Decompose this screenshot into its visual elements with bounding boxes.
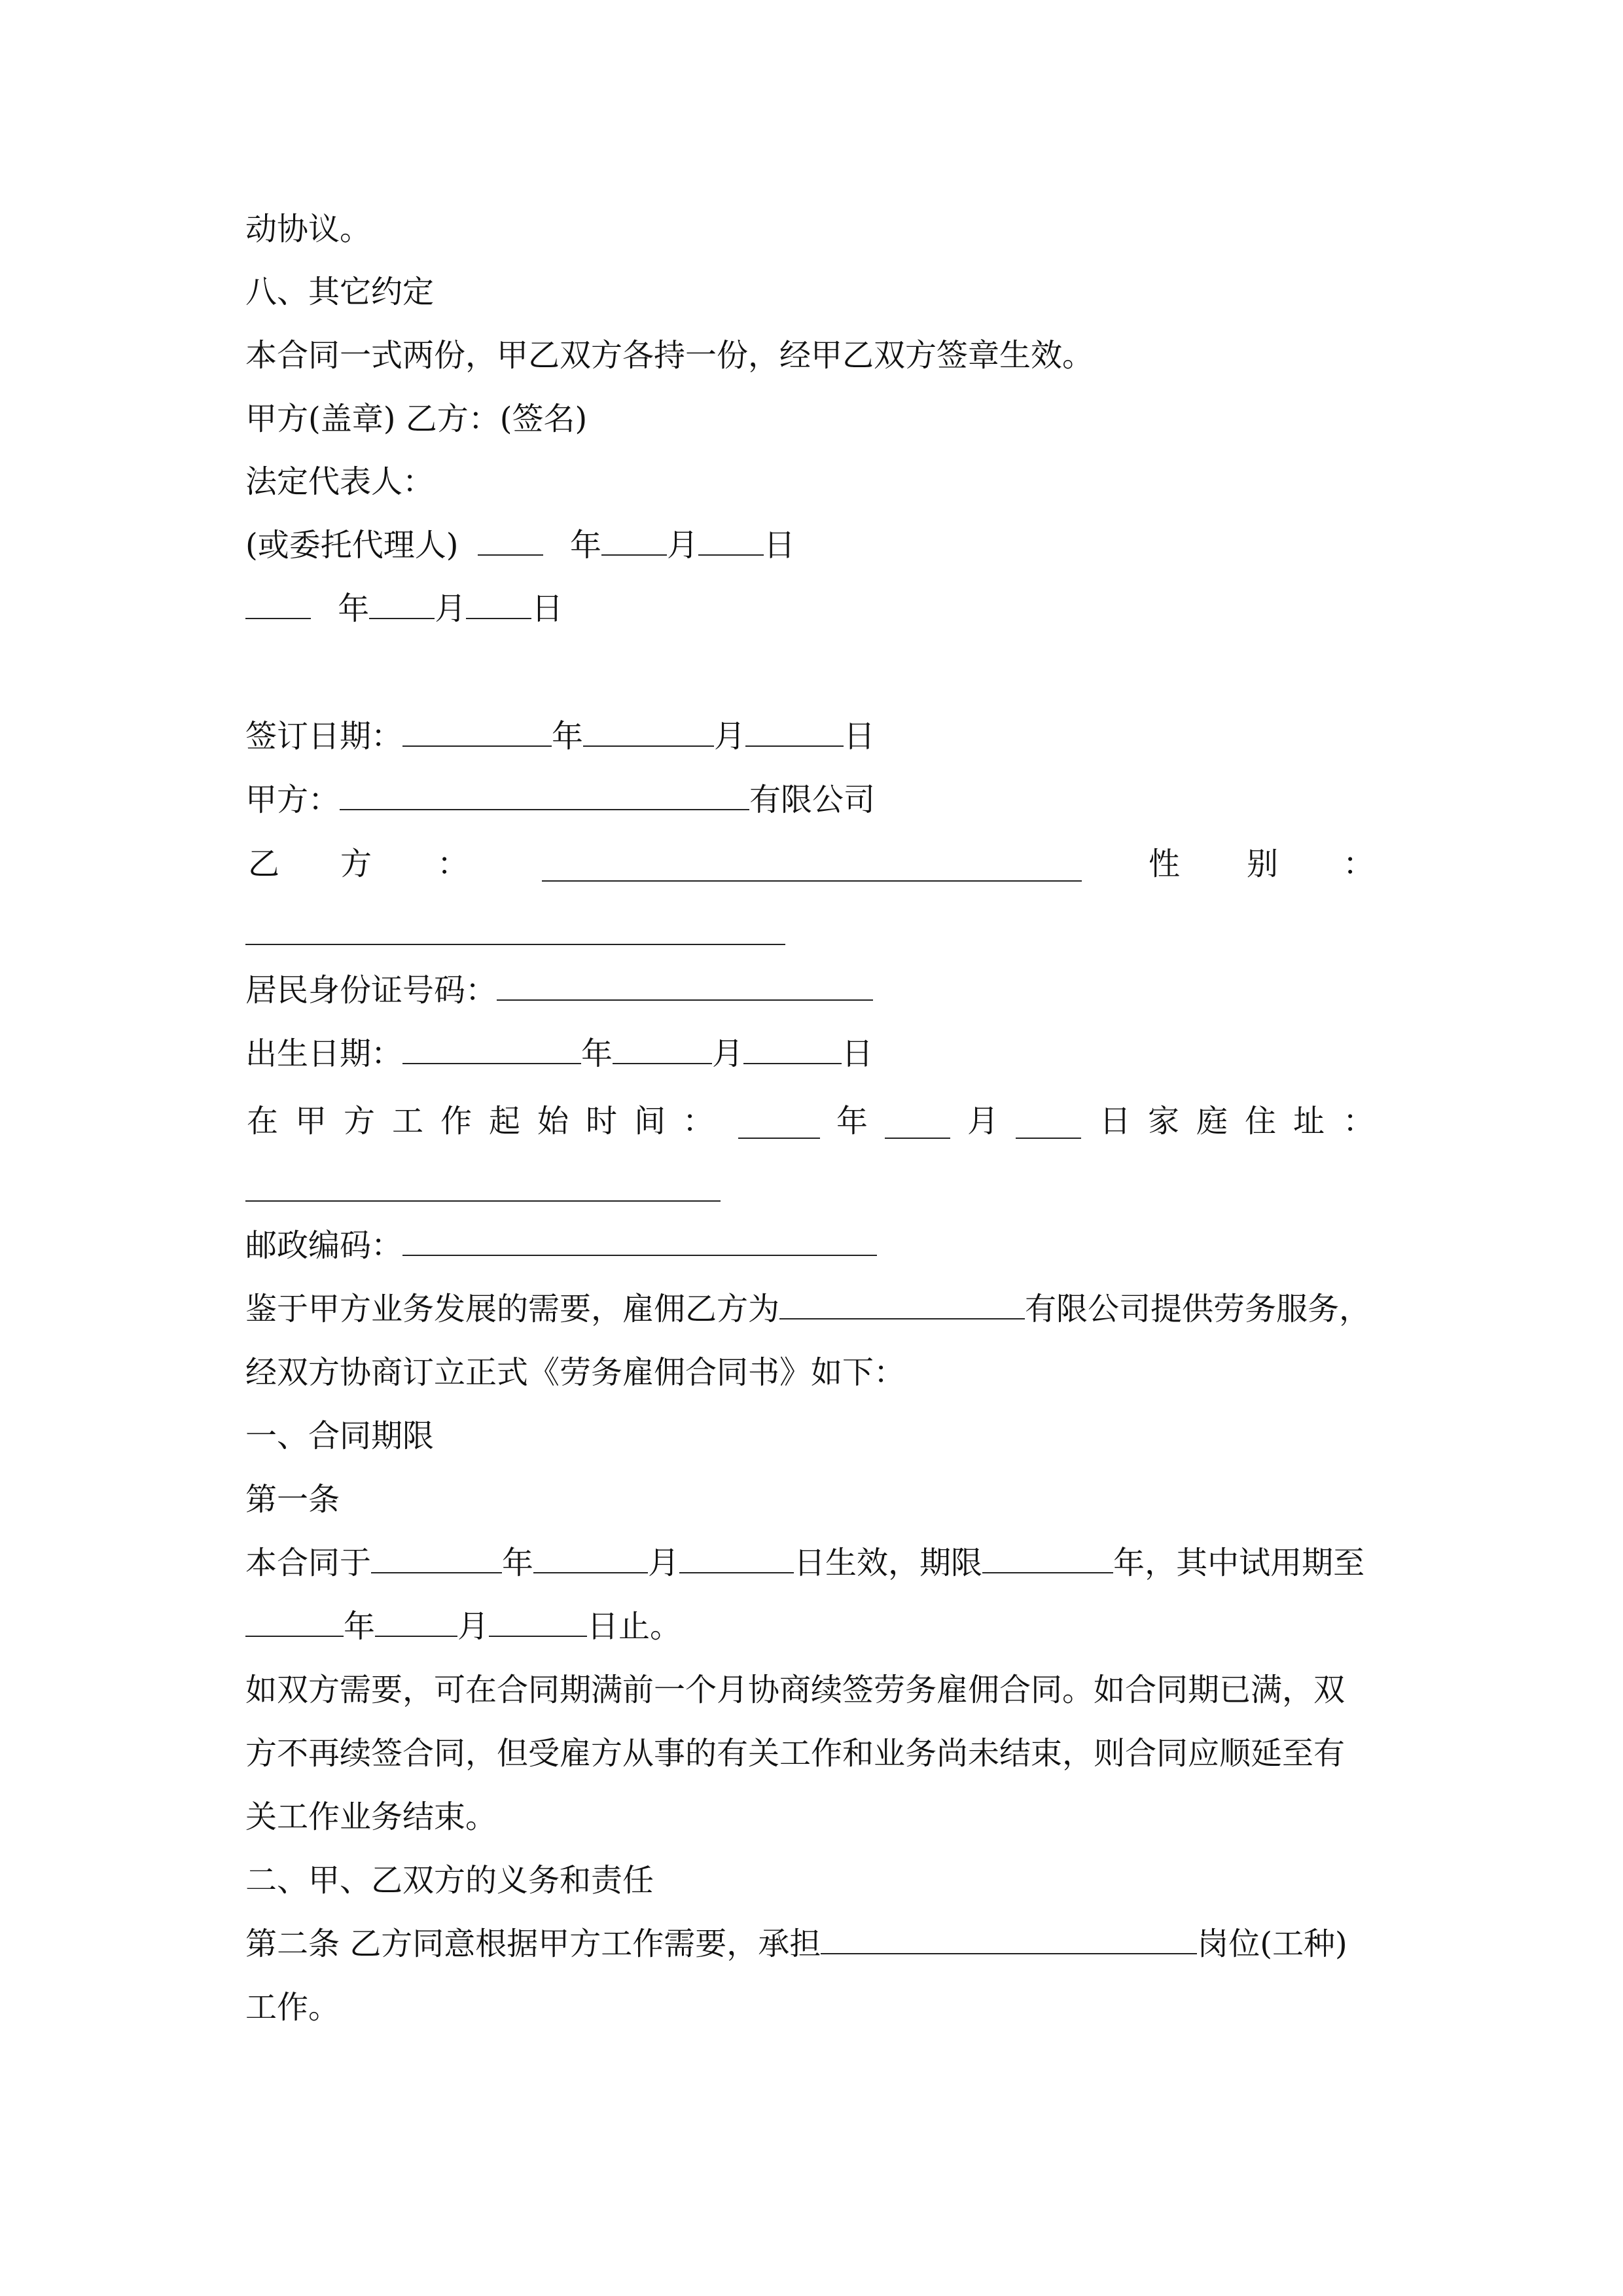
blank-field[interactable]: [982, 1549, 1113, 1573]
party-b-char: 方: [340, 846, 372, 882]
probation-end-line: [245, 1607, 681, 1646]
legal-representative-line: 法定代表人：: [245, 463, 435, 500]
start-char: 在: [247, 1103, 279, 1139]
text-line: 动协议。: [245, 211, 372, 247]
postal-code-label: 邮政编码：: [245, 1227, 403, 1264]
blank-field[interactable]: [369, 594, 435, 619]
blank-field[interactable]: [245, 594, 311, 619]
text-line: 方不再续签合同，但受雇方从事的有关工作和业务尚未结束，则合同应顺延至有: [245, 1735, 1346, 1772]
month-label: 月: [712, 1035, 744, 1072]
blank-field[interactable]: [583, 722, 714, 747]
year-label: 年: [338, 590, 370, 627]
intro-line: [245, 1289, 1370, 1329]
term-text: 本合同于: [245, 1545, 372, 1581]
blank-field[interactable]: [885, 1138, 950, 1139]
text-line: 工作。: [245, 1989, 340, 2026]
blank-field[interactable]: [375, 1612, 457, 1637]
month-label: 月: [714, 718, 746, 755]
month-label: 月: [667, 527, 699, 564]
blank-field[interactable]: [1016, 1138, 1081, 1139]
start-char: 甲: [295, 1103, 327, 1139]
position-field[interactable]: [821, 1929, 1197, 1954]
start-char: ：: [683, 1103, 715, 1139]
term-line: [245, 1543, 1364, 1583]
text-line: 如双方需要，可在合同期满前一个月协商续签劳务雇佣合同。如合同期已满，双: [245, 1672, 1346, 1708]
year-label: 年: [836, 1103, 868, 1139]
sign-date-label: 签订日期：: [245, 718, 403, 755]
start-char: 工: [392, 1103, 424, 1139]
blank-field[interactable]: [698, 531, 764, 556]
blank-field[interactable]: [478, 531, 543, 556]
article-heading: 第一条: [245, 1481, 340, 1518]
year-label: 年: [570, 527, 602, 564]
address-field[interactable]: [245, 1200, 721, 1202]
article-two-line: [245, 1924, 1347, 1964]
sign-date-line: [245, 717, 875, 756]
blank-field[interactable]: [402, 1039, 581, 1064]
address-char: 家: [1148, 1103, 1180, 1139]
blank-field[interactable]: [745, 722, 844, 747]
birth-date-line: [245, 1034, 873, 1073]
section-heading-term: 一、合同期限: [245, 1418, 435, 1454]
party-b-char: ：: [437, 846, 469, 882]
article-text: 第二条 乙方同意根据甲方工作需要，承担: [245, 1926, 821, 1962]
agent-date-line: [245, 526, 795, 565]
section-heading-duties: 二、甲、乙双方的义务和责任: [245, 1862, 654, 1899]
term-text: 日生效，期限: [794, 1545, 983, 1581]
section-heading-other: 八、其它约定: [245, 274, 435, 310]
term-text: 年，其中试用期至: [1113, 1545, 1365, 1581]
text-line: 关工作业务结束。: [245, 1799, 497, 1835]
blank-field[interactable]: [489, 1612, 587, 1637]
blank-field[interactable]: [466, 594, 531, 619]
postal-code-line: [245, 1226, 877, 1265]
term-end-text: 日止。: [587, 1608, 682, 1645]
blank-field[interactable]: [679, 1549, 794, 1573]
gender-char: 别: [1247, 846, 1279, 882]
blank-field[interactable]: [245, 1612, 344, 1637]
year-label: 年: [581, 1035, 613, 1072]
id-number-line: [245, 971, 873, 1010]
blank-field[interactable]: [743, 1039, 842, 1064]
signature-parties-line: 甲方(盖章) 乙方：(签名): [245, 401, 588, 437]
address-char: 住: [1245, 1103, 1277, 1139]
start-char: 间: [634, 1103, 666, 1139]
intro-text: 鉴于甲方业务发展的需要，雇佣乙方为: [245, 1291, 780, 1327]
blank-field[interactable]: [533, 1549, 648, 1573]
year-label: 年: [344, 1608, 376, 1645]
gender-char: ：: [1343, 846, 1375, 882]
year-label: 年: [552, 718, 584, 755]
start-char: 起: [489, 1103, 521, 1139]
blank-field[interactable]: [601, 531, 667, 556]
day-label: 日: [764, 527, 796, 564]
text-line: 经双方协商订立正式《劳务雇佣合同书》如下：: [245, 1354, 906, 1391]
address-char: ：: [1343, 1103, 1375, 1139]
id-number-field[interactable]: [497, 976, 873, 1001]
party-b-char: 乙: [248, 846, 280, 882]
start-char: 作: [440, 1103, 473, 1139]
intro-text: 有限公司提供劳务服务，: [1025, 1291, 1371, 1327]
gender-char: 性: [1149, 846, 1181, 882]
birth-date-label: 出生日期：: [245, 1035, 403, 1072]
day-label: 日: [1099, 1103, 1132, 1139]
article-text: 岗位(工种): [1197, 1926, 1347, 1962]
month-label: 月: [967, 1103, 999, 1139]
blank-field[interactable]: [402, 722, 552, 747]
address-char: 庭: [1196, 1103, 1228, 1139]
id-number-label: 居民身份证号码：: [245, 972, 497, 1009]
month-label: 月: [457, 1608, 490, 1645]
month-label: 月: [435, 590, 467, 627]
start-char: 始: [537, 1103, 569, 1139]
company-suffix: 有限公司: [749, 781, 876, 818]
day-label: 日: [844, 718, 876, 755]
blank-field[interactable]: [738, 1138, 820, 1139]
start-char: 方: [344, 1103, 376, 1139]
gender-field[interactable]: [245, 944, 785, 945]
blank-field[interactable]: [371, 1549, 502, 1573]
day-label: 日: [531, 590, 563, 627]
day-label: 日: [842, 1035, 874, 1072]
postal-code-field[interactable]: [402, 1231, 877, 1256]
blank-field[interactable]: [613, 1039, 712, 1064]
month-label: 月: [648, 1545, 680, 1581]
text-line: 本合同一式两份，甲乙双方各持一份，经甲乙双方签章生效。: [245, 337, 1094, 374]
address-char: 址: [1293, 1103, 1325, 1139]
start-char: 时: [586, 1103, 618, 1139]
date-line: [245, 589, 563, 628]
party-a-line: [245, 780, 875, 819]
company-name-field[interactable]: [340, 785, 749, 810]
company-name-field[interactable]: [779, 1295, 1025, 1319]
year-label: 年: [502, 1545, 534, 1581]
agent-label: (或委托代理人): [245, 527, 459, 564]
party-b-name-field[interactable]: [542, 880, 1082, 882]
party-a-label: 甲方：: [245, 781, 340, 818]
